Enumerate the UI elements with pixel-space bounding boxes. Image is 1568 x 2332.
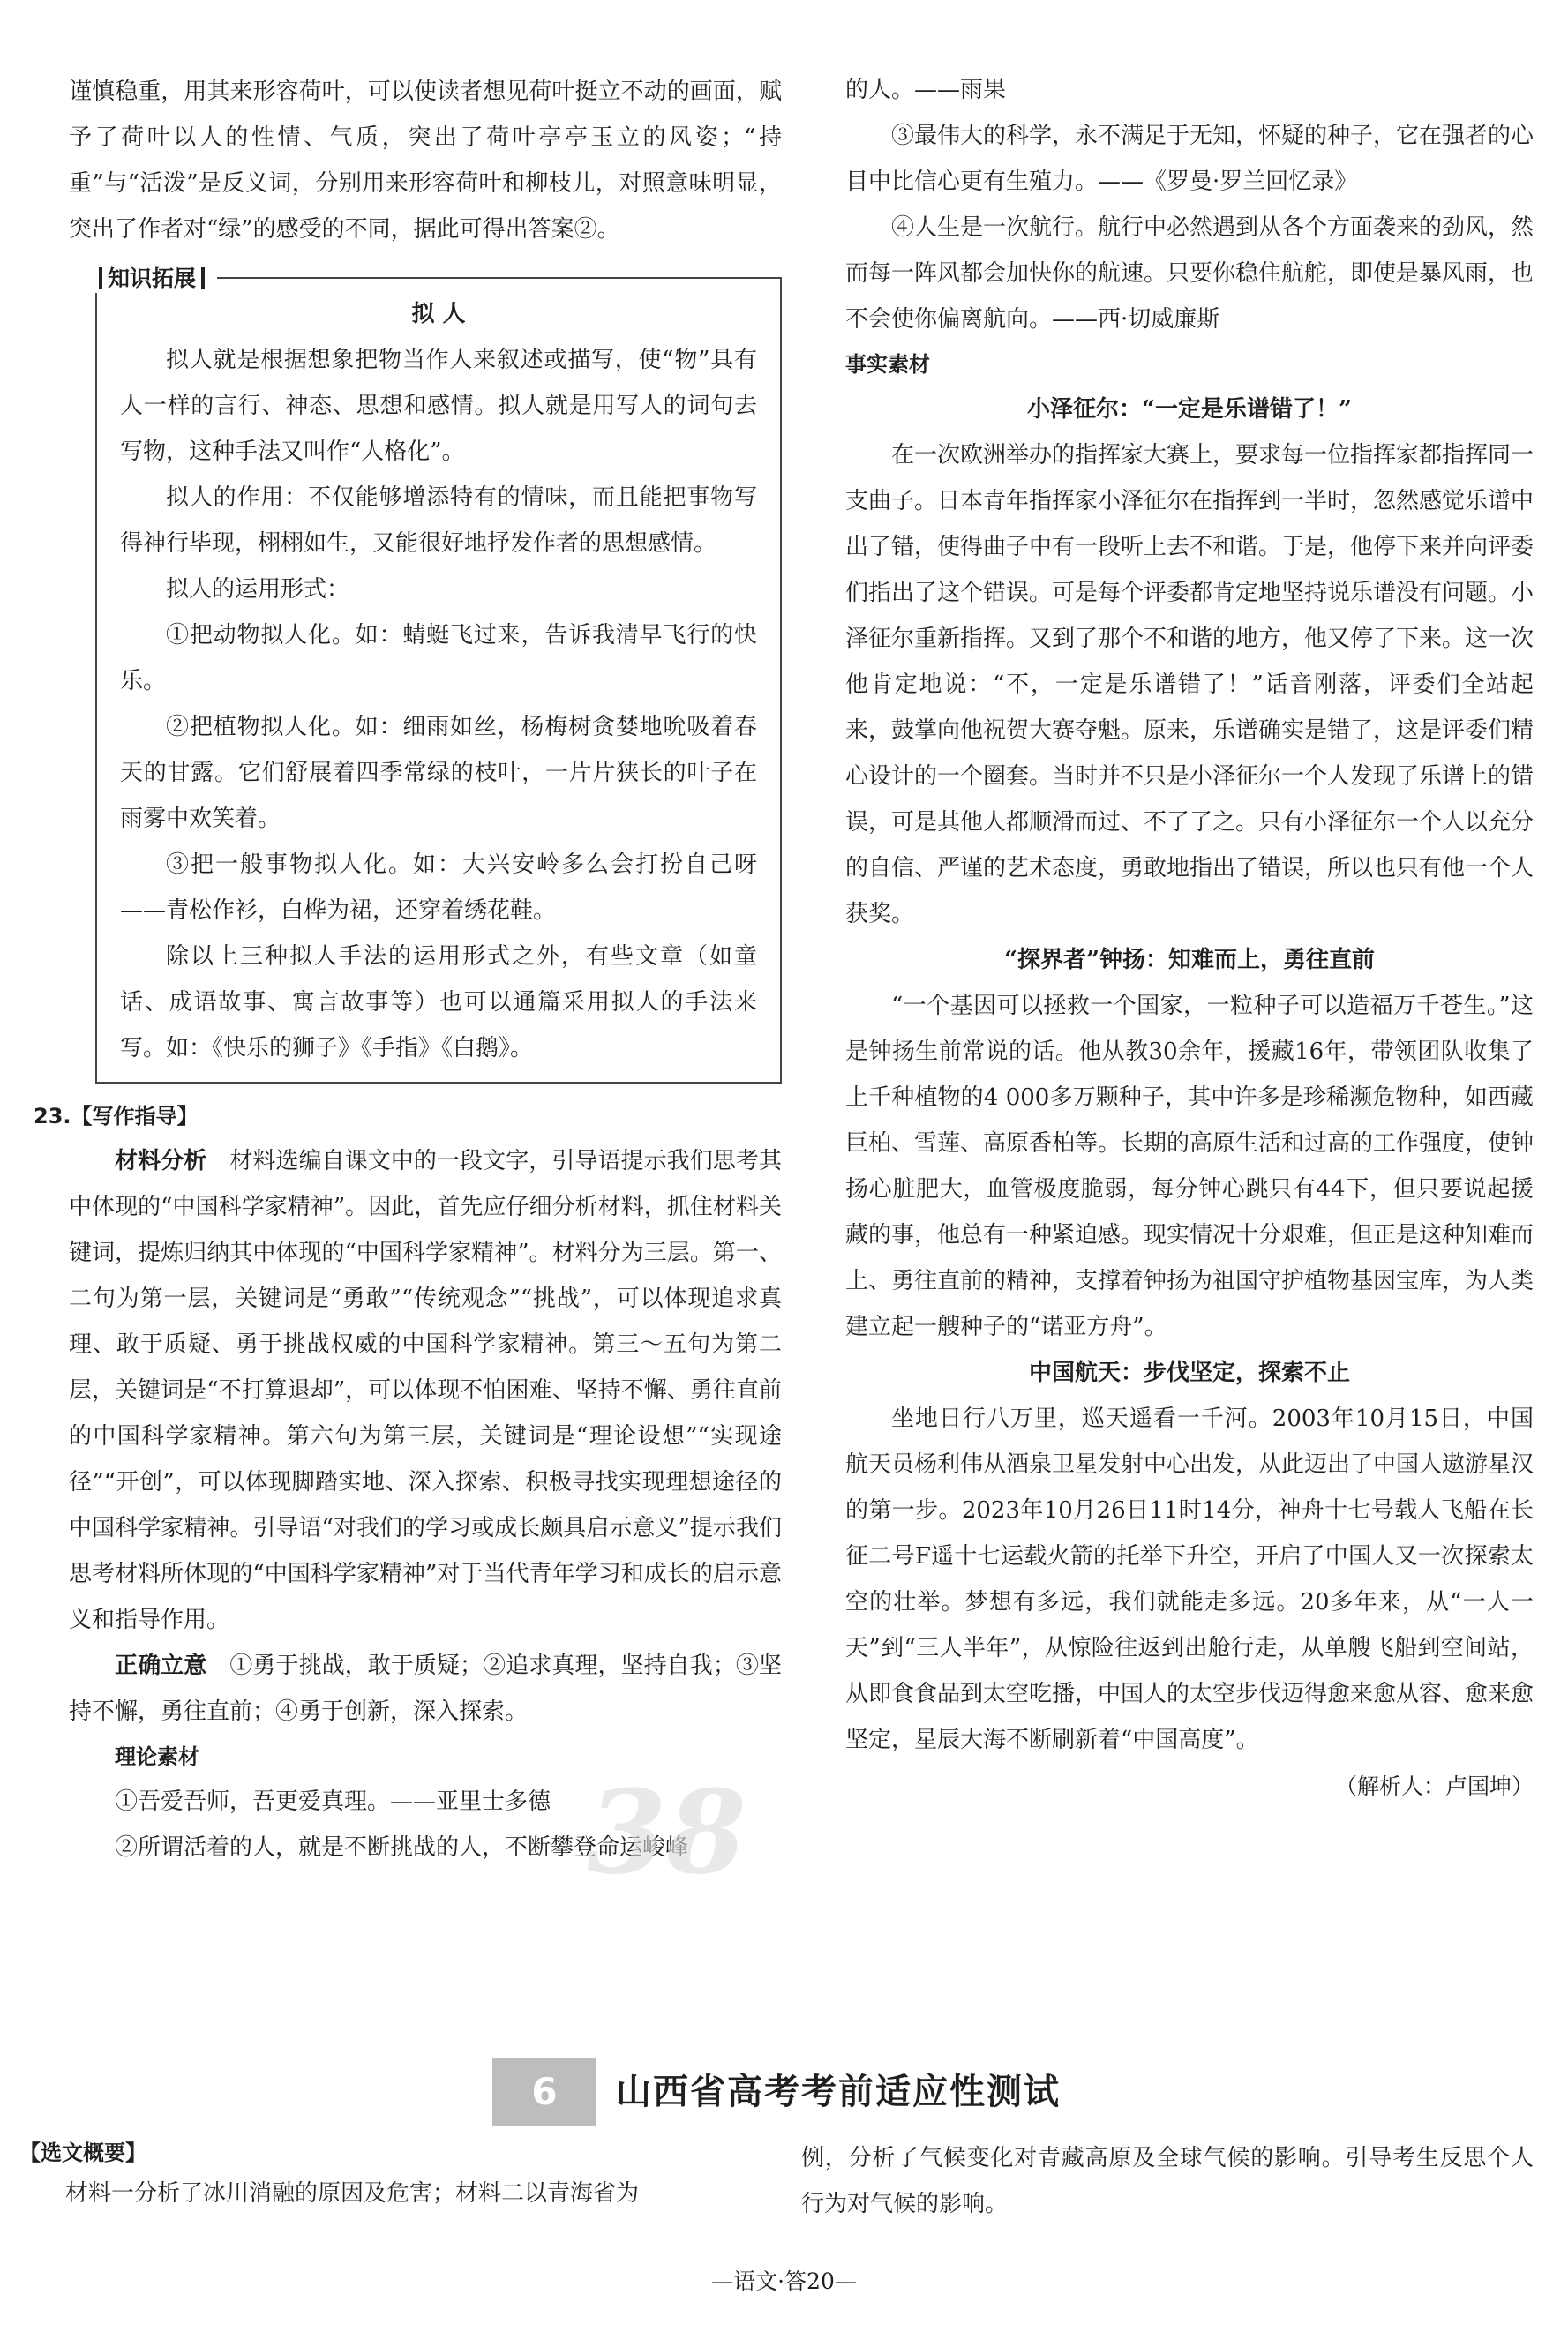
knowledge-paragraph: 拟人的作用：不仅能够增添特有的情味，而且能把事物写得神行毕现，栩栩如生，又能很好地抒发作者的思想感情。 <box>120 484 757 557</box>
section-header <box>492 2058 1110 2126</box>
theory-material-label: 理论素材 <box>115 1744 199 1769</box>
knowledge-paragraph: ③把一般事物拟人化。如：大兴安岭多么会打扮自己呀——青松作衫，白桦为裙，还穿着绣花鞋。 <box>120 851 757 924</box>
story-zhongyang-title: “探界者”钟扬：知难而上，勇往直前 <box>1004 947 1375 973</box>
quote-hugo-start: ②所谓活着的人，就是不断挑战的人，不断攀登命运峻峰 <box>115 1834 689 1861</box>
summary-right <box>801 2135 1534 2227</box>
quote-aristotle: ①吾爱吾师，吾更爱真理。——亚里士多德 <box>115 1788 551 1815</box>
analyst-signature: （解析人：卢国坤） <box>1334 1773 1534 1799</box>
story-ozawa-text: 在一次欧洲举办的指挥家大赛上，要求每一位指挥家都指挥同一支曲子。日本青年指挥家小泽征尔在指挥到一半时，忽然感觉乐谱中出了错，使得曲子中有一段听上去不和谐。于是，他停下来并向评委们指出了这个错误。可是每个评委都肯定地坚持说乐谱没有问题。小泽征尔重新指挥。又到了那个不和谐的地方，他又停了下来。这一次他肯定地说：“不，一定是乐谱错了！”话音刚落，评委们全站起来，鼓掌向他祝贺大赛夺魁。原来，乐谱确实是错了，这是评委们精心设计的一个圈套。当时并不只是小泽征尔一个人发现了乐谱上的错误，可是其他人都顺滑而过、不了了之。只有小泽征尔一个人以充分的自信、严谨的艺术态度，勇敢地指出了错误，所以也只有他一个人获奖。 <box>845 442 1534 927</box>
summary-text-right: 例，分析了气候变化对青藏高原及全球气候的影响。引导考生反思个人行为对气候的影响。 <box>801 2145 1534 2217</box>
right-column <box>845 67 1534 1811</box>
summary-left <box>19 2135 778 2216</box>
story-ozawa-title: 小泽征尔：“一定是乐谱错了！” <box>1027 396 1352 423</box>
knowledge-paragraph: 除以上三种拟人手法的运用形式之外，有些文章（如童话、成语故事、寓言故事等）也可以通篇采用拟人的手法来写。如：《快乐的狮子》《手指》《白鹅》。 <box>120 943 757 1061</box>
fact-material-label: 事实素材 <box>845 352 930 377</box>
quote-rolland: ③最伟大的科学，永不满足于无知，怀疑的种子，它在强者的心目中比信心更有生殖力。——《罗曼·罗兰回忆录》 <box>845 123 1534 195</box>
quote-hugo-end: 的人。——雨果 <box>845 77 1007 103</box>
knowledge-paragraph: 拟人的运用形式： <box>166 576 350 603</box>
summary-label: 【选文概要】 <box>19 2141 146 2165</box>
knowledge-paragraph: 拟人就是根据想象把物当作人来叙述或描写，使“物”具有人一样的言行、神态、思想和感情。拟人就是用写人的词句去写物，这种手法又叫作“人格化”。 <box>120 347 757 465</box>
story-zhongyang-text: “一个基因可以拯救一个国家，一粒种子可以造福万千苍生。”这是钟扬生前常说的话。他从教30余年，援藏16年，带领团队收集了上千种植物的4 000多万颗种子，其中许多是珍稀濒危物种，如西藏巨柏、雪莲、高原香柏等。长期的高原生活和过高的工作强度，使钟扬心脏肥大，血管极度脆弱，每分钟心跳只有44下，但只要说起援藏的事，他总有一种紧迫感。现实情况十分艰难，但正是这种知难而上、勇往直前的精神，支撑着钟扬为祖国守护植物基因宝库，为人类建立起一艘种子的“诺亚方舟”。 <box>845 993 1534 1340</box>
page-footer: —语文·答20— <box>711 2268 857 2294</box>
correct-thesis-label: 正确立意 <box>115 1653 207 1679</box>
correct-thesis <box>69 1643 782 1735</box>
correct-thesis-text: ①勇于挑战，敢于质疑；②追求真理，坚持自我；③坚持不懈，勇往直前；④勇于创新，深入探索。 <box>69 1653 782 1725</box>
knowledge-tag: 知识拓展 <box>86 261 217 293</box>
material-analysis-text: 材料选编自课文中的一段文字，引导语提示我们思考其中体现的“中国科学家精神”。因此，首先应仔细分析材料，抓住材料关键词，提炼归纳其中体现的“中国科学家精神”。材料分为三层。第一、二句为第一层，关键词是“勇敢”“传统观念”“挑战”，可以体现追求真理、敢于质疑、勇于挑战权威的中国科学家精神。第三～五句为第二层，关键词是“不打算退却”，可以体现不怕困难、坚持不懈、勇往直前的中国科学家精神。第六句为第三层，关键词是“理论设想”“实现途径”“开创”，可以体现脚踏实地、深入探索、积极寻找实现理想途径的中国科学家精神。引导语“对我们的学习或成长颇具启示意义”提示我们思考材料所体现的“中国科学家精神”对于当代青年学习和成长的启示意义和指导作用。 <box>69 1148 782 1633</box>
left-column <box>34 69 782 1871</box>
quote-williams: ④人生是一次航行。航行中必然遇到从各个方面袭来的劲风，然而每一阵风都会加快你的航速。只要你稳住航舵，即使是暴风雨，也不会使你偏离航向。——西·切威廉斯 <box>845 214 1534 333</box>
section-title: 山西省高考考前适应性测试 <box>616 2072 1061 2112</box>
knowledge-box <box>95 266 782 1084</box>
watermark-logo: 38 <box>587 1765 746 1900</box>
knowledge-paragraph: ①把动物拟人化。如：蜻蜓飞过来，告诉我清早飞行的快乐。 <box>120 622 757 694</box>
knowledge-paragraph: ②把植物拟人化。如：细雨如丝，杨梅树贪婪地吮吸着春天的甘露。它们舒展着四季常绿的枝叶，一片片狭长的叶子在雨雾中欢笑着。 <box>120 714 757 832</box>
summary-text-left: 材料一分析了冰川消融的原因及危害；材料二以青海省为 <box>65 2180 640 2207</box>
material-analysis-label: 材料分析 <box>115 1148 207 1174</box>
material-analysis <box>69 1138 782 1643</box>
question-23-label: 23.【写作指导】 <box>34 1104 199 1129</box>
knowledge-title: 拟 人 <box>411 301 466 327</box>
story-space-text: 坐地日行八万里，巡天遥看一千河。2003年10月15日，中国航天员杨利伟从酒泉卫星发射中心出发，从此迈出了中国人遨游星汉的第一步。2023年10月26日11时14分，神舟十七号载人飞船在长征二号F遥十七运载火箭的托举下升空，开启了中国人又一次探索太空的壮举。梦想有多远，我们就能走多远。20多年来，从“一人一天”到“三人半年”，从惊险往返到出舱行走，从单艘飞船到空间站，从即食食品到太空吃播，中国人的太空步伐迈得愈来愈从容、愈来愈坚定，星辰大海不断刷新着“中国高度”。 <box>845 1406 1534 1753</box>
section-number: 6 <box>492 2058 596 2126</box>
answer-explanation: 谨慎稳重，用其来形容荷叶，可以使读者想见荷叶挺立不动的画面，赋予了荷叶以人的性情、气质，突出了荷叶亭亭玉立的风姿；“持重”与“活泼”是反义词，分别用来形容荷叶和柳枝儿，对照意味明显，突出了作者对“绿”的感受的不同，据此可得出答案②。 <box>69 79 782 243</box>
story-space-title: 中国航天：步伐坚定，探索不止 <box>1028 1360 1350 1386</box>
